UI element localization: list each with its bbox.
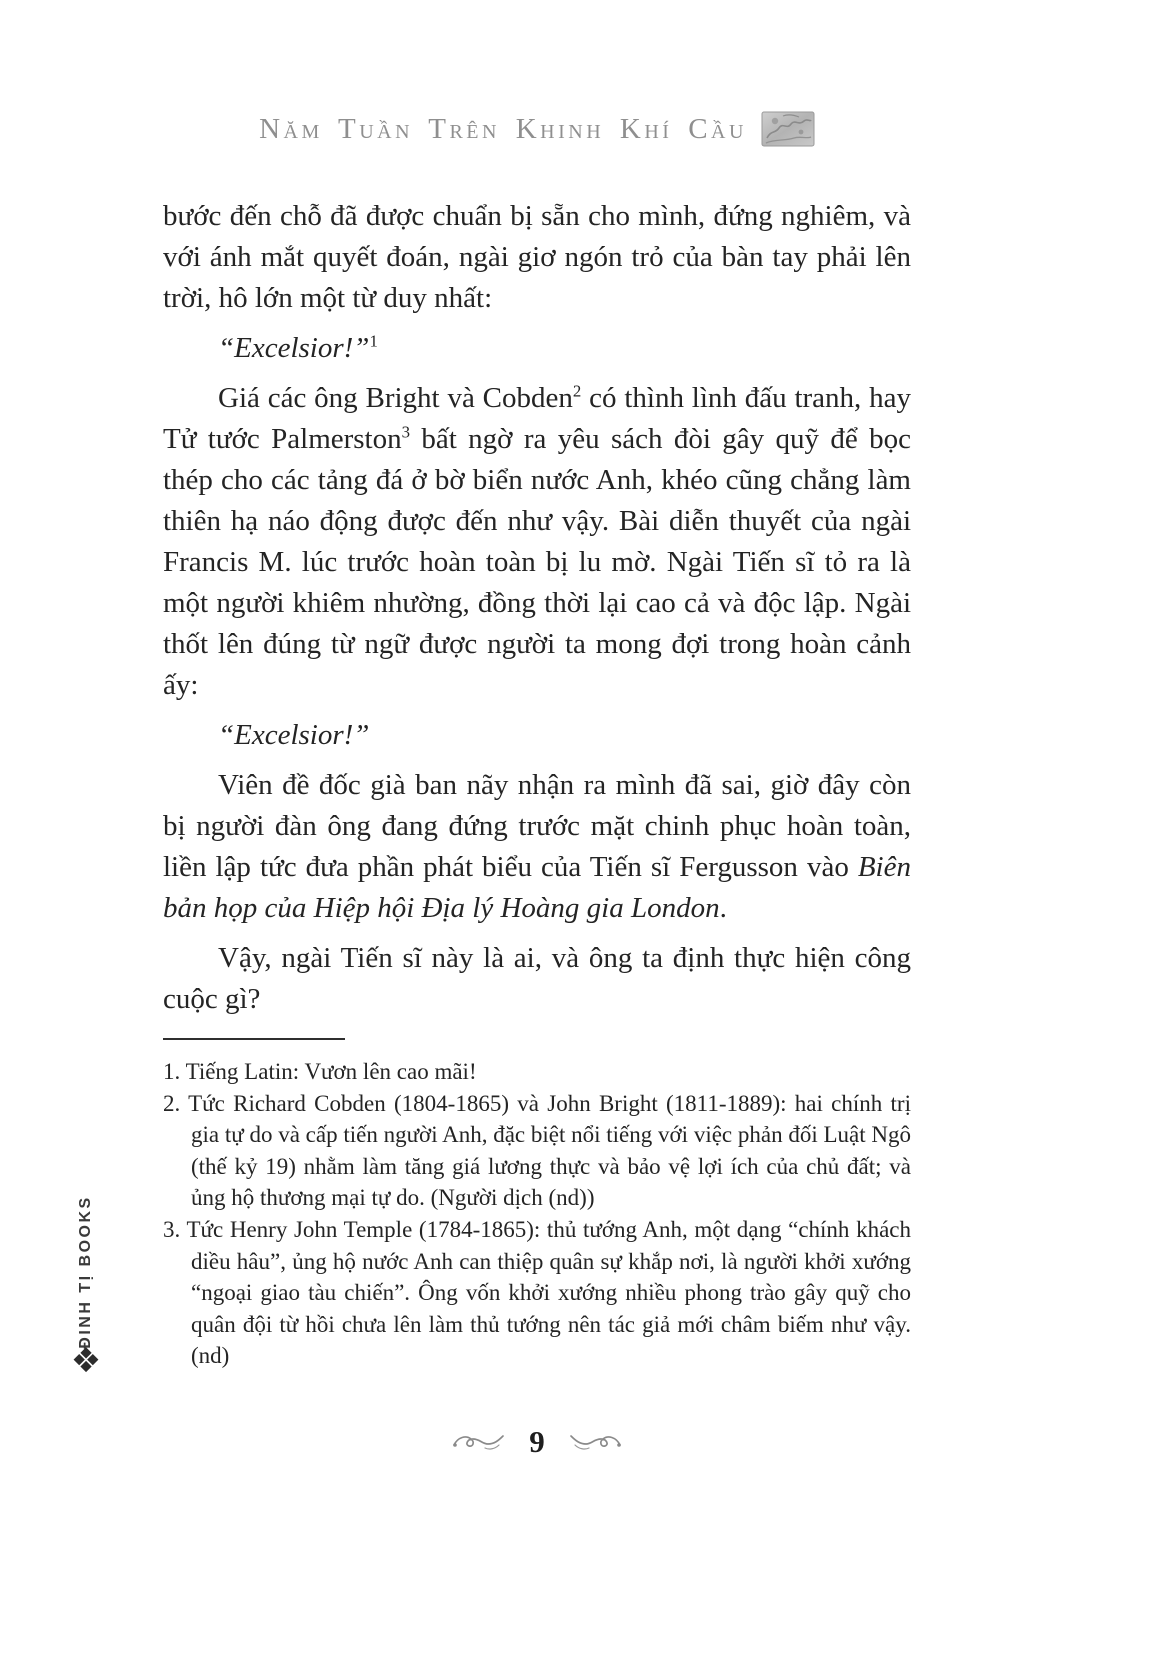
paragraph-3-text: bất ngờ ra yêu sách đòi gây quỹ để bọc thép cho các tảng đá ở bờ biển nước Anh, khéo cũng chẳng làm thiên hạ náo động được đến như vậy. Bài diễn thuyết của ngài Francis M. lúc trước hoàn toàn bị lu mờ. Ngài Tiến sĩ tỏ ra là một người khiêm nhường, đồng thời lại cao cả và độc lập. Ngài thốt lên đúng từ ngữ được người ta mong đợi trong hoàn cảnh ấy: <box>163 423 911 701</box>
running-head-title: Năm Tuần Trên Khinh Khí Cầu <box>259 112 747 145</box>
footnote-2-number: 2. <box>163 1090 181 1116</box>
paragraph-2 <box>163 328 911 369</box>
paragraph-4 <box>163 715 911 756</box>
footnote-2 <box>163 1088 911 1214</box>
footnote-2-text: Tức Richard Cobden (1804-1865) và John Bright (1811-1889): hai chính trị gia tự do và cấp tiến người Anh, đặc biệt nổi tiếng với việc phản đối Luật Ngô (thế kỷ 19) nhằm làm tăng giá lương thực và bảo vệ lợi ích của chủ đất; và ủng hộ thương mại tự do. (Người dịch (nd)) <box>188 1090 911 1211</box>
footnote-ref-3: 3 <box>401 422 411 442</box>
footnotes <box>163 1056 911 1372</box>
minutes-title-italic: Biên bản họp của Hiệp hội Địa lý Hoàng gia London <box>163 851 911 924</box>
paragraph-5-text: Viên đề đốc già ban nãy nhận ra mình đã sai, giờ đây còn bị người đàn ông đang đứng trước mặt chinh phục hoàn toàn, liền lập tức đưa phần phát biểu của Tiến sĩ Fergusson vào <box>163 769 911 883</box>
flourish-left-icon <box>451 1431 505 1453</box>
paragraph-3-text: có thình lình đấu tranh, hay Tử tước Palmerston <box>163 382 912 455</box>
footnote-separator <box>163 1038 345 1040</box>
excelsior-quote-2: “Excelsior!” <box>218 719 370 751</box>
paragraph-1 <box>163 196 911 319</box>
page-number: 9 <box>529 1424 545 1459</box>
publisher-spine-text: ĐINH TỊ BOOKS <box>77 1195 94 1349</box>
paragraph-6-text: Vậy, ngài Tiến sĩ này là ai, và ông ta định thực hiện công cuộc gì? <box>163 942 911 1015</box>
footnote-3-text: Tức Henry John Temple (1784-1865): thủ tướng Anh, một dạng “chính khách diều hâu”, ủng hộ nước Anh can thiệp quân sự khắp nơi, là người khởi xướng “ngoại giao tàu chiến”. Ông vốn khởi xướng nhiều phong trào gây quỹ cho quân đội từ hồi chưa lên làm thủ tướng nên tác giả mới châm biếm như vậy. (nd) <box>186 1216 911 1369</box>
footnote-1-text: Tiếng Latin: Vươn lên cao mãi! <box>185 1059 477 1084</box>
footnote-ref-2: 2 <box>572 381 582 401</box>
footnote-ref-1: 1 <box>369 331 378 351</box>
paragraph-5 <box>163 765 911 929</box>
footnote-3 <box>163 1214 911 1372</box>
footnote-1-number: 1. <box>163 1059 181 1084</box>
page-footer <box>163 1424 911 1460</box>
footnote-3-number: 3. <box>163 1216 181 1242</box>
excelsior-quote-1: “Excelsior!” <box>218 332 370 364</box>
running-head <box>163 106 911 152</box>
paragraph-3-text: Giá các ông Bright và Cobden <box>218 382 573 414</box>
text-column <box>163 106 911 1372</box>
paragraph-3 <box>163 378 911 706</box>
flourish-right-icon <box>569 1431 623 1453</box>
header-ornament-image <box>761 108 815 150</box>
footnote-1 <box>163 1056 911 1088</box>
paragraph-6 <box>163 938 911 1020</box>
publisher-logo-icon: ❖ <box>70 1341 102 1381</box>
paragraph-1-text: bước đến chỗ đã được chuẩn bị sẵn cho mình, đứng nghiêm, và với ánh mắt quyết đoán, ngài giơ ngón trỏ của bàn tay phải lên trời, hô lớn một từ duy nhất: <box>163 200 911 314</box>
paragraph-5-text: . <box>719 892 727 924</box>
page-body <box>163 196 911 1020</box>
